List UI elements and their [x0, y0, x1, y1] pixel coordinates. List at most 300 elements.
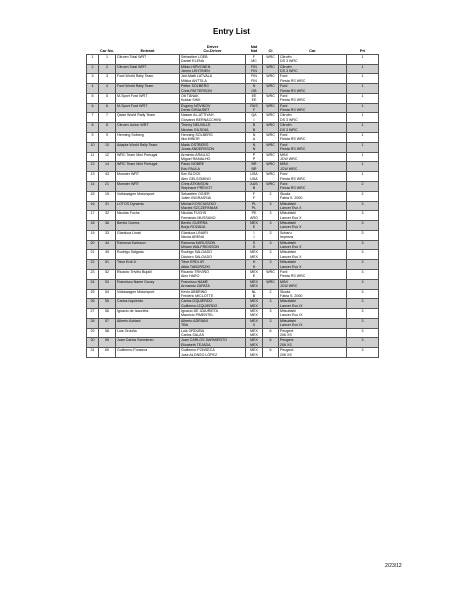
entrant-cell	[116, 64, 180, 74]
class-cell	[263, 240, 279, 250]
priority-cell-line-1: 1	[361, 54, 364, 59]
row-index-cell-line-1: 13	[90, 172, 95, 177]
priority-cell	[347, 211, 379, 221]
row-index-cell	[87, 309, 99, 319]
driver-cell-line-1: Benito GUERRA	[181, 221, 208, 226]
row-index-cell	[87, 152, 99, 162]
car-cell-line-2: Impreza	[280, 235, 293, 240]
driver-cell	[180, 191, 246, 201]
priority-cell	[347, 54, 379, 64]
entrant-cell	[116, 201, 180, 211]
class-cell-line-1: 3	[269, 250, 272, 255]
table-row	[87, 328, 379, 338]
car-number-cell-line-1: 55	[105, 299, 109, 304]
class-cell	[263, 309, 279, 319]
driver-cell	[180, 289, 246, 299]
class-cell-line-1: 3	[269, 221, 272, 226]
class-cell	[263, 162, 279, 172]
driver-cell-line-2: Miguel RAMALHO	[181, 156, 211, 161]
car-number-cell-line-1: 57	[105, 318, 109, 323]
driver-cell	[180, 201, 246, 211]
car-cell	[279, 328, 347, 338]
car-cell	[279, 221, 347, 231]
driver-cell	[180, 93, 246, 103]
row-index-cell	[87, 201, 99, 211]
driver-cell	[180, 328, 246, 338]
car-cell-line-2: Fiesta RS WRC	[280, 137, 306, 142]
car-number-cell	[99, 221, 116, 231]
nationality-cell-line-1: EE	[251, 93, 257, 98]
car-number-cell	[99, 211, 116, 221]
driver-cell-line-1: Chris ATKINSON	[181, 181, 209, 186]
nationality-cell-line-2: S	[252, 245, 256, 250]
car-cell-line-2: 206 XS	[280, 333, 292, 338]
nationality-cell	[246, 133, 263, 143]
car-cell-line-1: Peugeot	[280, 328, 294, 333]
nationality-cell	[246, 221, 263, 231]
car-number-cell	[99, 103, 116, 113]
row-index-cell	[87, 142, 99, 152]
car-cell-line-2: Fiesta RS WRC	[280, 176, 306, 181]
car-number-cell-line-1: 32	[105, 211, 109, 216]
row-index-cell-line-1: 5	[91, 93, 94, 98]
entrant-cell-line-1: Monster WRT	[117, 181, 140, 186]
car-number-cell-line-1: 54	[105, 289, 109, 294]
car-cell-line-1: MINI	[280, 152, 288, 157]
nationality-cell	[246, 338, 263, 348]
class-cell	[263, 299, 279, 309]
priority-cell-line-1: 1	[361, 172, 364, 177]
priority-cell	[347, 328, 379, 338]
entrant-cell-line-1: Ford World Rally Team	[117, 74, 154, 79]
nationality-cell-line-1: FIN	[251, 74, 257, 79]
car-cell-line-1: Ford	[280, 84, 288, 89]
entrant-cell	[116, 309, 180, 319]
car-cell	[279, 250, 347, 260]
entrant-cell	[116, 289, 180, 299]
car-cell-line-2: 206 XS	[280, 342, 292, 347]
nationality-cell-line-1: MEX	[250, 299, 258, 304]
nationality-cell	[246, 240, 263, 250]
car-cell	[279, 162, 347, 172]
entrant-cell-line-1: Alberto Adriani	[117, 318, 141, 323]
entrant-cell-line-1: M-Sport Ford WRT	[117, 103, 148, 108]
row-index-cell	[87, 64, 99, 74]
class-cell	[263, 289, 279, 299]
class-cell	[263, 279, 279, 289]
entrant-cell-line-1: Citroen Junior WRT	[117, 123, 149, 128]
priority-cell-line-1: 2	[361, 181, 364, 186]
driver-cell	[180, 133, 246, 143]
nationality-cell-line-1: MEX	[250, 338, 258, 343]
car-cell-line-2: Fiesta RS WRC	[280, 186, 306, 191]
car-number-cell	[99, 201, 116, 211]
priority-cell	[347, 103, 379, 113]
driver-cell	[180, 318, 246, 328]
nationality-cell	[246, 348, 263, 358]
entrant-cell	[116, 74, 180, 84]
car-number-cell-line-1: 7	[106, 113, 108, 118]
row-index-cell-line-1: 24	[90, 279, 95, 284]
class-cell-line-1: WRC	[266, 93, 275, 98]
table-header-row	[87, 45, 379, 54]
driver-cell-line-2: Diódoro SALGADO	[181, 254, 212, 259]
car-cell-line-1: Mitsubishi	[280, 260, 296, 265]
row-index-cell-line-1: 18	[90, 221, 95, 226]
driver-cell-line-2: Miriam WALFRIDSSON	[181, 245, 220, 250]
driver-cell-line-2: Chris PATTERSON	[181, 88, 212, 93]
car-number-cell	[99, 279, 116, 289]
row-index-cell-line-1: 15	[90, 191, 95, 196]
driver-cell-line-2: Nicolas GILSOUL	[181, 127, 210, 132]
entrant-cell-line-1: WRC Team Mini Portugal	[117, 162, 158, 167]
priority-cell-line-1: 1	[361, 142, 364, 147]
entrant-cell	[116, 123, 180, 133]
class-cell	[263, 123, 279, 133]
driver-cell-line-1: Guillermo FONSECA	[181, 348, 215, 353]
priority-cell	[347, 230, 379, 240]
row-index-cell-line-1: 29	[90, 328, 95, 333]
nationality-cell-line-1: MEX	[250, 221, 258, 226]
car-number-cell-line-1: 58	[105, 328, 109, 333]
row-index-cell	[87, 269, 99, 279]
class-cell-line-1: 3	[269, 230, 272, 235]
row-index-cell-line-1: 11	[90, 152, 95, 157]
entrant-cell-line-1: Carlos Izquierdo	[117, 299, 144, 304]
driver-cell	[180, 113, 246, 123]
table-row	[87, 142, 379, 152]
driver-cell	[180, 103, 246, 113]
class-cell	[263, 318, 279, 328]
car-cell-line-2: DS 3 WRC	[280, 59, 298, 64]
car-cell-line-2: Lancer Evo X	[280, 264, 302, 269]
priority-cell-line-1: 3	[361, 221, 364, 226]
car-number-cell	[99, 162, 116, 172]
car-cell-line-2: Lancer Evo IX	[280, 303, 303, 308]
car-number-cell	[99, 152, 116, 162]
driver-cell-line-1: Mikko HIRVONEN	[181, 64, 211, 69]
header-codriver-label: Co-Driver	[203, 48, 222, 54]
car-number-cell-line-1: 21	[105, 181, 109, 186]
entrant-cell-line-1: Ford World Rally Team	[117, 84, 154, 89]
priority-cell	[347, 289, 379, 299]
driver-cell-line-2: Denis GIRAUDET	[181, 108, 210, 113]
car-number-cell-line-1: 44	[105, 240, 109, 245]
entrant-cell	[116, 181, 180, 191]
driver-cell	[180, 181, 246, 191]
row-index-cell	[87, 191, 99, 201]
header-priority: Pri	[359, 48, 366, 54]
driver-cell	[180, 338, 246, 348]
row-index-cell-line-1: 1	[91, 54, 94, 59]
entrant-cell-line-1: Rodrigo Salgado	[117, 250, 144, 255]
nationality-cell-line-2: F	[252, 196, 256, 201]
class-cell-line-1: WRC	[266, 113, 275, 118]
nationality-cell-line-2: MEX	[250, 313, 258, 318]
priority-cell	[347, 191, 379, 201]
row-index-cell	[87, 103, 99, 113]
car-number-cell	[99, 318, 116, 328]
class-cell-line-1: 2	[269, 289, 272, 294]
table-row	[87, 269, 379, 279]
priority-cell	[347, 162, 379, 172]
class-cell	[263, 221, 279, 231]
car-number-cell	[99, 64, 116, 74]
row-index-cell-line-1: 7	[91, 113, 94, 118]
priority-cell	[347, 221, 379, 231]
entrant-cell	[116, 260, 180, 270]
class-cell-line-1: 2	[269, 191, 272, 196]
entrant-cell	[116, 269, 180, 279]
nationality-cell-line-2: E	[252, 225, 256, 230]
priority-cell-line-1: 3	[361, 250, 364, 255]
car-number-cell-line-1: 60	[105, 348, 109, 353]
car-cell	[279, 279, 347, 289]
nationality-cell-line-1: N	[252, 142, 256, 147]
nationality-cell-line-2: MEX	[250, 342, 258, 347]
nationality-cell	[246, 299, 263, 309]
priority-cell-line-1: 1	[361, 64, 364, 69]
nationality-cell-line-2: N	[252, 147, 256, 152]
class-cell-line-1: WRC	[266, 84, 275, 89]
table-row	[87, 64, 379, 74]
driver-cell-line-1: Kevin ABBRING	[181, 289, 207, 294]
class-cell-line-1: 3	[269, 240, 272, 245]
header-entrant: Entrant	[140, 48, 155, 54]
header-nat-2: Nat	[250, 48, 258, 54]
driver-cell-line-1: Tibor ERDI JR	[181, 260, 205, 265]
car-cell-line-2: Lancer Evo X	[280, 254, 302, 259]
entrant-cell-line-1: Ricardo Triviño Bujalil	[117, 269, 152, 274]
car-cell-line-2: Fabia S. 2000	[280, 196, 303, 201]
car-number-cell	[99, 54, 116, 64]
table-row	[87, 309, 379, 319]
class-cell-line-1: 6	[269, 328, 272, 333]
driver-cell	[180, 142, 246, 152]
priority-cell-line-1: 3	[361, 240, 364, 245]
entrant-cell-line-1: Nicolás Fuchs	[117, 211, 140, 216]
car-cell	[279, 338, 347, 348]
table-row	[87, 201, 379, 211]
class-cell	[263, 338, 279, 348]
class-cell-line-1: 6	[269, 348, 272, 353]
driver-cell-line-1: Rodrigo SALGADO	[181, 250, 212, 255]
driver-cell-line-2: Miikka ANTTILA	[181, 78, 207, 83]
entrant-cell	[116, 318, 180, 328]
nationality-cell	[246, 260, 263, 270]
entrant-cell	[116, 54, 180, 64]
table-row	[87, 93, 379, 103]
priority-cell-line-1: 3	[361, 269, 364, 274]
priority-cell-line-1: 3	[361, 201, 364, 206]
nationality-cell-line-2: GB	[251, 88, 257, 93]
car-cell	[279, 299, 347, 309]
nationality-cell	[246, 84, 263, 94]
table-row	[87, 181, 379, 191]
priority-cell	[347, 201, 379, 211]
car-number-cell-line-1: 51	[105, 260, 109, 265]
priority-cell-line-1: 2	[361, 191, 364, 196]
nationality-cell-line-1: PL	[251, 201, 257, 206]
nationality-cell	[246, 162, 263, 172]
car-cell-line-1: Ford	[280, 103, 288, 108]
priority-cell-line-1: 1	[361, 113, 364, 118]
entrant-cell-line-1: Volkswagen Motorsport	[117, 191, 155, 196]
nationality-cell	[246, 328, 263, 338]
class-cell-line-1: WRC	[266, 162, 275, 167]
table-row	[87, 172, 379, 182]
row-index-cell	[87, 348, 99, 358]
car-number-cell	[99, 133, 116, 143]
car-cell-line-1: Ford	[280, 172, 288, 177]
driver-cell-line-1: Gianluca LINARI	[181, 230, 208, 235]
car-cell-line-2: JCW WRC	[280, 284, 298, 289]
car-cell	[279, 289, 347, 299]
car-cell-line-1: Subaru	[280, 230, 292, 235]
nationality-cell-line-2: FIN	[251, 78, 257, 83]
row-index-cell	[87, 84, 99, 94]
driver-cell-line-1: Ignacio DE IZAURIETA	[181, 309, 219, 314]
nationality-cell	[246, 123, 263, 133]
driver-cell-line-1: Petter SOLBERG	[181, 84, 209, 89]
nationality-cell-line-1: F	[252, 191, 256, 196]
nationality-cell-line-2: ARG	[250, 215, 258, 220]
priority-cell-line-1: 1	[361, 84, 364, 89]
row-index-cell-line-1: 6	[91, 103, 94, 108]
class-cell	[263, 260, 279, 270]
row-index-cell-line-1: 20	[90, 240, 95, 245]
row-index-cell-line-1: 2	[91, 64, 94, 69]
car-cell	[279, 230, 347, 240]
row-index-cell	[87, 328, 99, 338]
driver-cell	[180, 230, 246, 240]
driver-cell-line-1: Ramona KARLSSON	[181, 240, 216, 245]
row-index-cell	[87, 123, 99, 133]
priority-cell	[347, 84, 379, 94]
car-cell	[279, 191, 347, 201]
driver-cell-line-2: Jonas ANDERSSON	[181, 147, 215, 152]
row-index-cell-line-1: 16	[90, 201, 95, 206]
driver-cell	[180, 172, 246, 182]
car-cell	[279, 64, 347, 74]
row-index-cell-line-1: 31	[90, 348, 95, 353]
priority-cell	[347, 240, 379, 250]
class-cell	[263, 230, 279, 240]
class-cell-line-1: WRC	[266, 279, 275, 284]
table-row	[87, 162, 379, 172]
class-cell-line-1: WRC	[266, 54, 275, 59]
nationality-cell-line-2: I	[253, 235, 255, 240]
driver-cell-line-1: Francisco NAME	[181, 279, 208, 284]
table-row	[87, 279, 379, 289]
driver-cell-line-2: Kuldar SIKK	[181, 98, 201, 103]
table-row	[87, 348, 379, 358]
class-cell-line-1: 6	[269, 338, 272, 343]
priority-cell	[347, 181, 379, 191]
car-cell-line-1: Mitsubishi	[280, 240, 296, 245]
nationality-cell-line-1: F	[252, 54, 256, 59]
priority-cell	[347, 113, 379, 123]
car-cell-line-2: 206 XS	[280, 352, 292, 357]
row-index-cell	[87, 113, 99, 123]
driver-cell-line-2: Elizabeth TEJADA	[181, 342, 211, 347]
car-cell-line-2: Fiesta RS WRC	[280, 108, 306, 113]
priority-cell-line-1: 3	[361, 309, 364, 314]
car-cell	[279, 240, 347, 250]
row-index-cell	[87, 181, 99, 191]
nationality-cell	[246, 191, 263, 201]
class-cell	[263, 54, 279, 64]
driver-cell-line-2: Alex HARO	[181, 274, 200, 279]
table-row	[87, 74, 379, 84]
car-cell-line-1: Skoda	[280, 191, 291, 196]
nationality-cell-line-2: I	[253, 117, 255, 122]
driver-cell-line-2: Maciek SZCZEPANIAK	[181, 205, 219, 210]
nationality-cell-line-2: B	[252, 186, 256, 191]
nationality-cell-line-2: 0	[253, 323, 255, 328]
class-cell	[263, 103, 279, 113]
car-cell-line-2: JCW WRC	[280, 156, 298, 161]
class-cell-line-1: WRC	[266, 74, 275, 79]
class-cell	[263, 113, 279, 123]
entrant-cell-line-1: Benito Guerra	[117, 221, 140, 226]
car-number-cell-line-1: 43	[105, 172, 109, 177]
car-cell	[279, 133, 347, 143]
car-cell-line-2: Lancer Evo X	[280, 205, 302, 210]
priority-cell	[347, 269, 379, 279]
entrant-cell	[116, 152, 180, 162]
car-number-cell-line-1: 56	[105, 309, 109, 314]
table-row	[87, 260, 379, 270]
nationality-cell-line-2: FIN	[251, 68, 257, 73]
car-cell-line-2: DS 3 WRC	[280, 117, 298, 122]
car-cell-line-2: Fiesta RS WRC	[280, 78, 306, 83]
nationality-cell-line-2: USA	[250, 176, 258, 181]
nationality-cell	[246, 113, 263, 123]
driver-cell-line-2: Julien INGRASSIA	[181, 196, 211, 201]
nationality-cell-line-1: N	[252, 84, 256, 89]
nationality-cell-line-2: PL	[251, 205, 257, 210]
driver-cell-line-2: Ilka MINOR	[181, 137, 200, 142]
nationality-cell	[246, 103, 263, 113]
car-number-cell	[99, 328, 116, 338]
car-cell-line-1: Citroën	[280, 64, 292, 69]
driver-cell	[180, 299, 246, 309]
class-cell-line-1: 3	[269, 309, 272, 314]
row-index-cell	[87, 74, 99, 84]
row-index-cell	[87, 318, 99, 328]
nationality-cell-line-2: B	[252, 293, 256, 298]
car-cell	[279, 211, 347, 221]
nationality-cell-line-2: F	[252, 108, 256, 113]
car-number-cell-line-1: 36	[105, 221, 109, 226]
car-cell	[279, 113, 347, 123]
driver-cell	[180, 74, 246, 84]
priority-cell-line-1: 1	[361, 103, 364, 108]
entrant-cell-line-1: Citroen Total WRT	[117, 54, 147, 59]
car-cell-line-1: Peugeot	[280, 348, 294, 353]
car-number-cell	[99, 113, 116, 123]
car-cell-line-1: Mitsubishi	[280, 309, 296, 314]
nationality-cell-line-2: MEX	[250, 303, 258, 308]
nationality-cell-line-1: MEX	[250, 348, 258, 353]
driver-cell-line-1: Evgeny NOVIKOV	[181, 103, 211, 108]
header-driver-label: Driver	[206, 44, 219, 49]
car-number-cell	[99, 250, 116, 260]
entrant-cell-line-1: WRC Team Mini Portugal	[117, 152, 158, 157]
driver-cell	[180, 250, 246, 260]
entrant-cell	[116, 113, 180, 123]
